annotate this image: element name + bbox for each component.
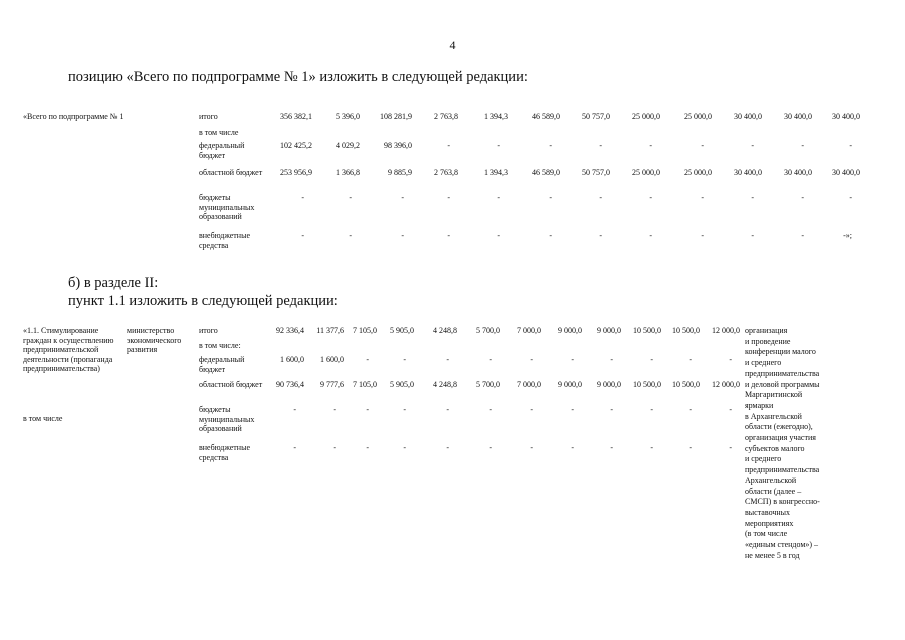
table2-row-label: бюджеты муниципальных образований bbox=[199, 405, 255, 433]
result-line: организация bbox=[745, 326, 788, 335]
table2-cell: - bbox=[650, 443, 653, 452]
result-line: Архангельской bbox=[745, 475, 797, 485]
table2-cell: - bbox=[446, 443, 449, 452]
table1-cell: 253 956,9 bbox=[280, 168, 312, 177]
table2-cell: - bbox=[489, 405, 492, 414]
table1-cell: 9 885,9 bbox=[388, 168, 412, 177]
table1-cell: 98 396,0 bbox=[384, 141, 412, 150]
table1-cell: 30 400,0 bbox=[784, 168, 812, 177]
table2-cell: - bbox=[571, 405, 574, 414]
table1-cell: - bbox=[401, 231, 404, 240]
table1-cell: 30 400,0 bbox=[832, 168, 860, 177]
table1-cell: - bbox=[301, 193, 304, 202]
table2-cell: - bbox=[293, 405, 296, 414]
table1-cell: - bbox=[447, 193, 450, 202]
table1-cell: - bbox=[801, 231, 804, 240]
table2-cell: 7 105,0 bbox=[353, 380, 377, 389]
table1-cell: 30 400,0 bbox=[734, 168, 762, 177]
table2-cell: 9 000,0 bbox=[597, 326, 621, 335]
table2-item-title: «1.1. Стимулирование граждан к осуществлению предпринимательской деятельности (пропаганда предпринимательства) bbox=[23, 326, 114, 373]
table2-cell: - bbox=[333, 443, 336, 452]
table1-cell: 50 757,0 bbox=[582, 112, 610, 121]
table1-cell: - bbox=[497, 231, 500, 240]
table2-row-label: в том числе: bbox=[199, 341, 241, 350]
table1-title: «Всего по подпрограмме № 1 bbox=[23, 112, 124, 121]
result-line: выставочных bbox=[745, 507, 791, 517]
table1-cell: 25 000,0 bbox=[684, 168, 712, 177]
table1-cell: - bbox=[599, 141, 602, 150]
table2-cell: - bbox=[571, 443, 574, 452]
table2-cell: - bbox=[530, 443, 533, 452]
table1-row-label: итого bbox=[199, 112, 218, 121]
table2-cell: - bbox=[610, 405, 613, 414]
table2-cell: 10 500,0 bbox=[633, 326, 661, 335]
result-line: конференции малого bbox=[745, 347, 816, 357]
table1-cell: 30 400,0 bbox=[734, 112, 762, 121]
table1-cell: - bbox=[649, 231, 652, 240]
table1-cell: 25 000,0 bbox=[684, 112, 712, 121]
table1-cell: - bbox=[497, 141, 500, 150]
table2-cell: - bbox=[729, 355, 732, 364]
table1-cell: 50 757,0 bbox=[582, 168, 610, 177]
table2-cell: 1 600,0 bbox=[320, 355, 344, 364]
result-line: мероприятиях bbox=[745, 518, 794, 528]
table2-cell: - bbox=[610, 355, 613, 364]
result-line: субъектов малого bbox=[745, 443, 805, 453]
table2-row-label: областной бюджет bbox=[199, 380, 263, 389]
table2-cell: 12 000,0 bbox=[712, 326, 740, 335]
table1-cell: 108 281,9 bbox=[380, 112, 412, 121]
table1-cell: - bbox=[599, 231, 602, 240]
table2-cell: 10 500,0 bbox=[672, 380, 700, 389]
table2-cell: - bbox=[689, 355, 692, 364]
table2-cell: - bbox=[333, 405, 336, 414]
table2-cell: 10 500,0 bbox=[672, 326, 700, 335]
table2-row-label: федеральный бюджет bbox=[199, 355, 245, 374]
table1-cell: - bbox=[401, 193, 404, 202]
table2-cell: - bbox=[446, 355, 449, 364]
table1-cell: 102 425,2 bbox=[280, 141, 312, 150]
table2-cell: - bbox=[610, 443, 613, 452]
table2-result bbox=[745, 326, 820, 561]
table1-cell: - bbox=[701, 231, 704, 240]
table1-cell: 1 394,3 bbox=[484, 168, 508, 177]
table2-cell: - bbox=[689, 405, 692, 414]
result-line: ярмарки bbox=[745, 400, 774, 410]
table2-cell: 1 600,0 bbox=[280, 355, 304, 364]
result-line: области (далее – bbox=[745, 486, 802, 496]
table2-cell: 4 248,8 bbox=[433, 380, 457, 389]
table2-cell: 9 000,0 bbox=[558, 380, 582, 389]
table1-cell: 4 029,2 bbox=[336, 141, 360, 150]
table1-cell: - bbox=[751, 193, 754, 202]
table2-cell: 5 700,0 bbox=[476, 326, 500, 335]
table2-cell: 7 000,0 bbox=[517, 380, 541, 389]
table2-cell: - bbox=[489, 443, 492, 452]
table1-cell: -»; bbox=[843, 231, 852, 240]
table1-cell: 356 382,1 bbox=[280, 112, 312, 121]
table1-cell: - bbox=[701, 193, 704, 202]
table1-cell: - bbox=[751, 141, 754, 150]
table2-row-label: внебюджетные средства bbox=[199, 443, 250, 462]
result-line: организация участия bbox=[745, 433, 816, 443]
table2-cell: - bbox=[489, 355, 492, 364]
table2-cell: 5 905,0 bbox=[390, 380, 414, 389]
table1-cell: - bbox=[649, 193, 652, 202]
table1-cell: 1 394,3 bbox=[484, 112, 508, 121]
table1-cell: 46 589,0 bbox=[532, 112, 560, 121]
table2-cell: - bbox=[446, 405, 449, 414]
result-line: (в том числе bbox=[745, 529, 788, 539]
table1-cell: 25 000,0 bbox=[632, 168, 660, 177]
table1-cell: - bbox=[701, 141, 704, 150]
result-line: предпринимательства bbox=[745, 368, 820, 378]
table2-cell: - bbox=[403, 355, 406, 364]
table2-cell: 9 777,6 bbox=[320, 380, 344, 389]
table1-cell: - bbox=[349, 231, 352, 240]
table1-row-label: бюджеты муниципальных образований bbox=[199, 193, 255, 221]
table1-cell: 5 396,0 bbox=[336, 112, 360, 121]
table2-cell: 4 248,8 bbox=[433, 326, 457, 335]
table2-cell: 7 105,0 bbox=[353, 326, 377, 335]
result-line: и среднего bbox=[745, 358, 782, 368]
page-number: 4 bbox=[449, 38, 456, 52]
table1-cell: - bbox=[447, 141, 450, 150]
table2-cell: 11 377,6 bbox=[316, 326, 344, 335]
table1-cell: 25 000,0 bbox=[632, 112, 660, 121]
table1-cell: - bbox=[849, 193, 852, 202]
table2-cell: - bbox=[729, 405, 732, 414]
table1-cell: - bbox=[801, 193, 804, 202]
result-line: в Архангельской bbox=[745, 411, 802, 421]
table1-cell: - bbox=[549, 193, 552, 202]
table1-cell: - bbox=[599, 193, 602, 202]
table2-cell: 9 000,0 bbox=[558, 326, 582, 335]
table2-row-label: итого bbox=[199, 326, 218, 335]
table2-cell: - bbox=[366, 405, 369, 414]
table1-row-label: в том числе bbox=[199, 128, 239, 137]
table2-cell: - bbox=[729, 443, 732, 452]
table2-cell: - bbox=[366, 355, 369, 364]
result-line: «единым стендом») – bbox=[745, 540, 819, 550]
table1-cell: 30 400,0 bbox=[832, 112, 860, 121]
intro-line: позицию «Всего по подпрограмме № 1» изложить в следующей редакции: bbox=[68, 69, 528, 85]
table1-cell: 2 763,8 bbox=[434, 112, 458, 121]
table2-cell: 5 905,0 bbox=[390, 326, 414, 335]
table2-cell: - bbox=[689, 443, 692, 452]
table2-cell: - bbox=[650, 355, 653, 364]
table1-cell: - bbox=[447, 231, 450, 240]
table1-row-label: федеральный бюджет bbox=[199, 141, 245, 160]
result-line: СМСП) в конгрессно- bbox=[745, 497, 820, 507]
table1-cell: - bbox=[801, 141, 804, 150]
table2-cell: 5 700,0 bbox=[476, 380, 500, 389]
result-line: не менее 5 в год bbox=[745, 550, 800, 560]
table2-cell: - bbox=[571, 355, 574, 364]
table2-cell: - bbox=[650, 405, 653, 414]
table1-cell: 1 366,8 bbox=[336, 168, 360, 177]
table1-cell: - bbox=[497, 193, 500, 202]
result-line: и проведение bbox=[745, 336, 791, 346]
table2-cell: - bbox=[530, 405, 533, 414]
result-line: и деловой программы bbox=[745, 379, 820, 389]
table2-cell: - bbox=[530, 355, 533, 364]
table2-cell: - bbox=[293, 443, 296, 452]
table2-cell: - bbox=[403, 443, 406, 452]
table1-cell: - bbox=[549, 141, 552, 150]
table1-cell: - bbox=[349, 193, 352, 202]
table2-cell: 12 000,0 bbox=[712, 380, 740, 389]
result-line: предпринимательства bbox=[745, 465, 820, 475]
table2-cell: 90 736,4 bbox=[276, 380, 304, 389]
table2-cell: 9 000,0 bbox=[597, 380, 621, 389]
table1-cell: - bbox=[649, 141, 652, 150]
table1-cell: - bbox=[849, 141, 852, 150]
table1-row-label: внебюджетные средства bbox=[199, 231, 250, 250]
table2-cell: 7 000,0 bbox=[517, 326, 541, 335]
table1-cell: 30 400,0 bbox=[784, 112, 812, 121]
section-b-subheading: пункт 1.1 изложить в следующей редакции: bbox=[68, 293, 338, 309]
table2-executor: министерство экономического развития bbox=[127, 326, 182, 354]
table1-row-label: областной бюджет bbox=[199, 168, 263, 177]
result-line: и среднего bbox=[745, 454, 782, 464]
table1-cell: - bbox=[751, 231, 754, 240]
table2-cell: 10 500,0 bbox=[633, 380, 661, 389]
table2-cell: 92 336,4 bbox=[276, 326, 304, 335]
result-line: Маргаритинской bbox=[745, 390, 803, 400]
table2-cell: - bbox=[403, 405, 406, 414]
table2-item-note: в том числе bbox=[23, 414, 63, 423]
section-b-heading: б) в разделе II: bbox=[68, 275, 159, 291]
result-line: области (ежегодно), bbox=[745, 422, 813, 432]
table1-cell: - bbox=[301, 231, 304, 240]
table1-cell: 46 589,0 bbox=[532, 168, 560, 177]
table1-cell: - bbox=[549, 231, 552, 240]
table1-cell: 2 763,8 bbox=[434, 168, 458, 177]
table2-cell: - bbox=[366, 443, 369, 452]
